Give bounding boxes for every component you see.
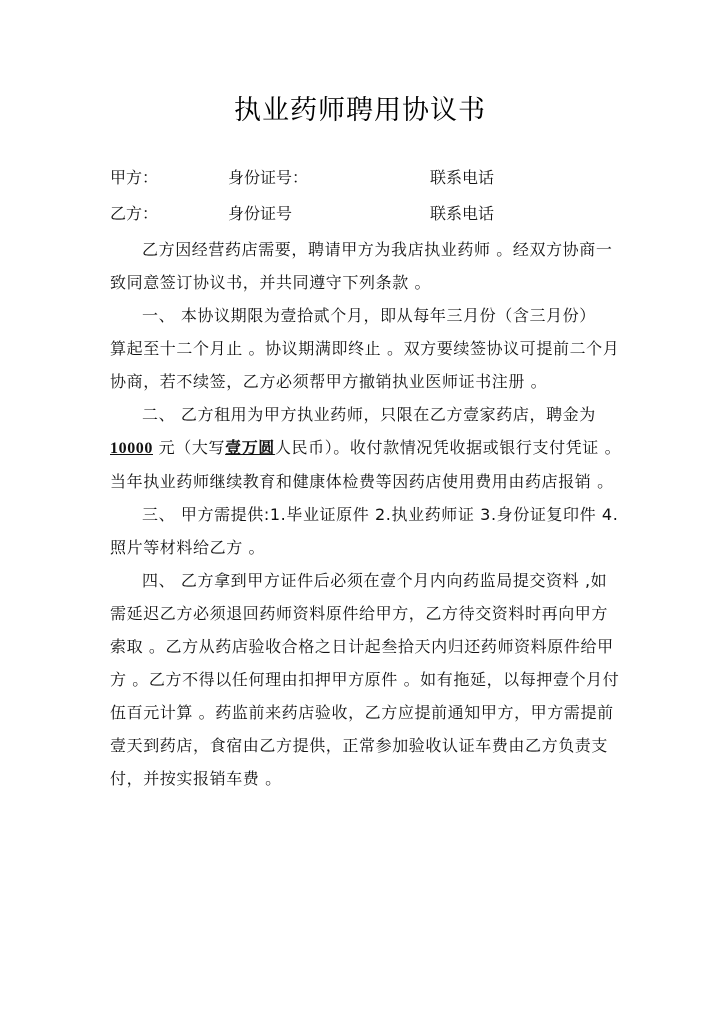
text-line: 方 。乙方不得以任何理由扣押甲方原件 。如有拖延，以每押壹个月付 (110, 670, 620, 689)
text-line (110, 431, 622, 465)
text-line: 协商，若不续签，乙方必须帮甲方撤销执业医师证书注册 。 (110, 372, 548, 391)
text-line: 需延迟乙方必须退回药师资料原件给甲方，乙方待交资料时再向甲方 (110, 604, 609, 623)
text-line: 壹天到药店，食宿由乙方提供，正常参加验收认证车费由乙方负责支 (110, 736, 609, 755)
text-line: 索取 。乙方从药店验收合格之日计起叁拾天内归还药师资料原件给甲 (110, 637, 614, 656)
clause-1 (110, 299, 620, 398)
text-line: 付，并按实报销车费 。 (110, 769, 282, 788)
party-b-phone-label: 联系电话 (430, 204, 495, 223)
text-line: 伍百元计算 。药监前来药店验收，乙方应提前通知甲方，甲方需提前 (110, 703, 614, 722)
text-fragment: 人民币）。收付款情况凭收据或银行支付凭证 。 (274, 438, 622, 457)
text-line: 照片等材料给乙方 。 (110, 538, 266, 557)
party-b-row (110, 203, 620, 225)
clause-3 (110, 498, 619, 564)
clause-4 (110, 564, 620, 795)
text-line: 一、 本协议期限为壹拾贰个月，即从每年三月份（含三月份） (142, 306, 596, 325)
document-body (110, 233, 622, 795)
text-line: 算起至十二个月止 。协议期满即终止 。双方要续签协议可提前二个月 (110, 339, 620, 358)
party-a-id-label: 身份证号： (228, 168, 309, 187)
text-line: 二、 乙方租用为甲方执业药师，只限在乙方壹家药店，聘金为 (142, 405, 596, 424)
party-a-row (110, 167, 620, 189)
salary-amount: 10000 (110, 440, 153, 457)
party-b-id-label: 身份证号 (228, 204, 293, 223)
party-b-label: 乙方： (110, 204, 159, 223)
party-a-label: 甲方： (110, 168, 159, 187)
text-fragment: 元（大写 (153, 438, 226, 457)
text-line: 四、 乙方拿到甲方证件后必须在壹个月内向药监局提交资料 ,如 (142, 571, 608, 590)
intro-paragraph (110, 233, 615, 299)
clause-2 (110, 398, 622, 498)
document-title: 执业药师聘用协议书 (234, 95, 486, 126)
party-a-phone-label: 联系电话 (430, 168, 495, 187)
text-line: 乙方因经营药店需要，聘请甲方为我店执业药师 。经双方协商一 (142, 240, 613, 259)
text-line: 三、 甲方需提供:1.毕业证原件 2.执业药师证 3.身份证复印件 4. (142, 505, 619, 524)
text-line: 致同意签订协议书，并共同遵守下列条款 。 (110, 273, 432, 292)
text-line: 当年执业药师继续教育和健康体检费等因药店使用费用由药店报销 。 (110, 472, 614, 491)
salary-amount-words: 壹万圆 (225, 438, 275, 457)
